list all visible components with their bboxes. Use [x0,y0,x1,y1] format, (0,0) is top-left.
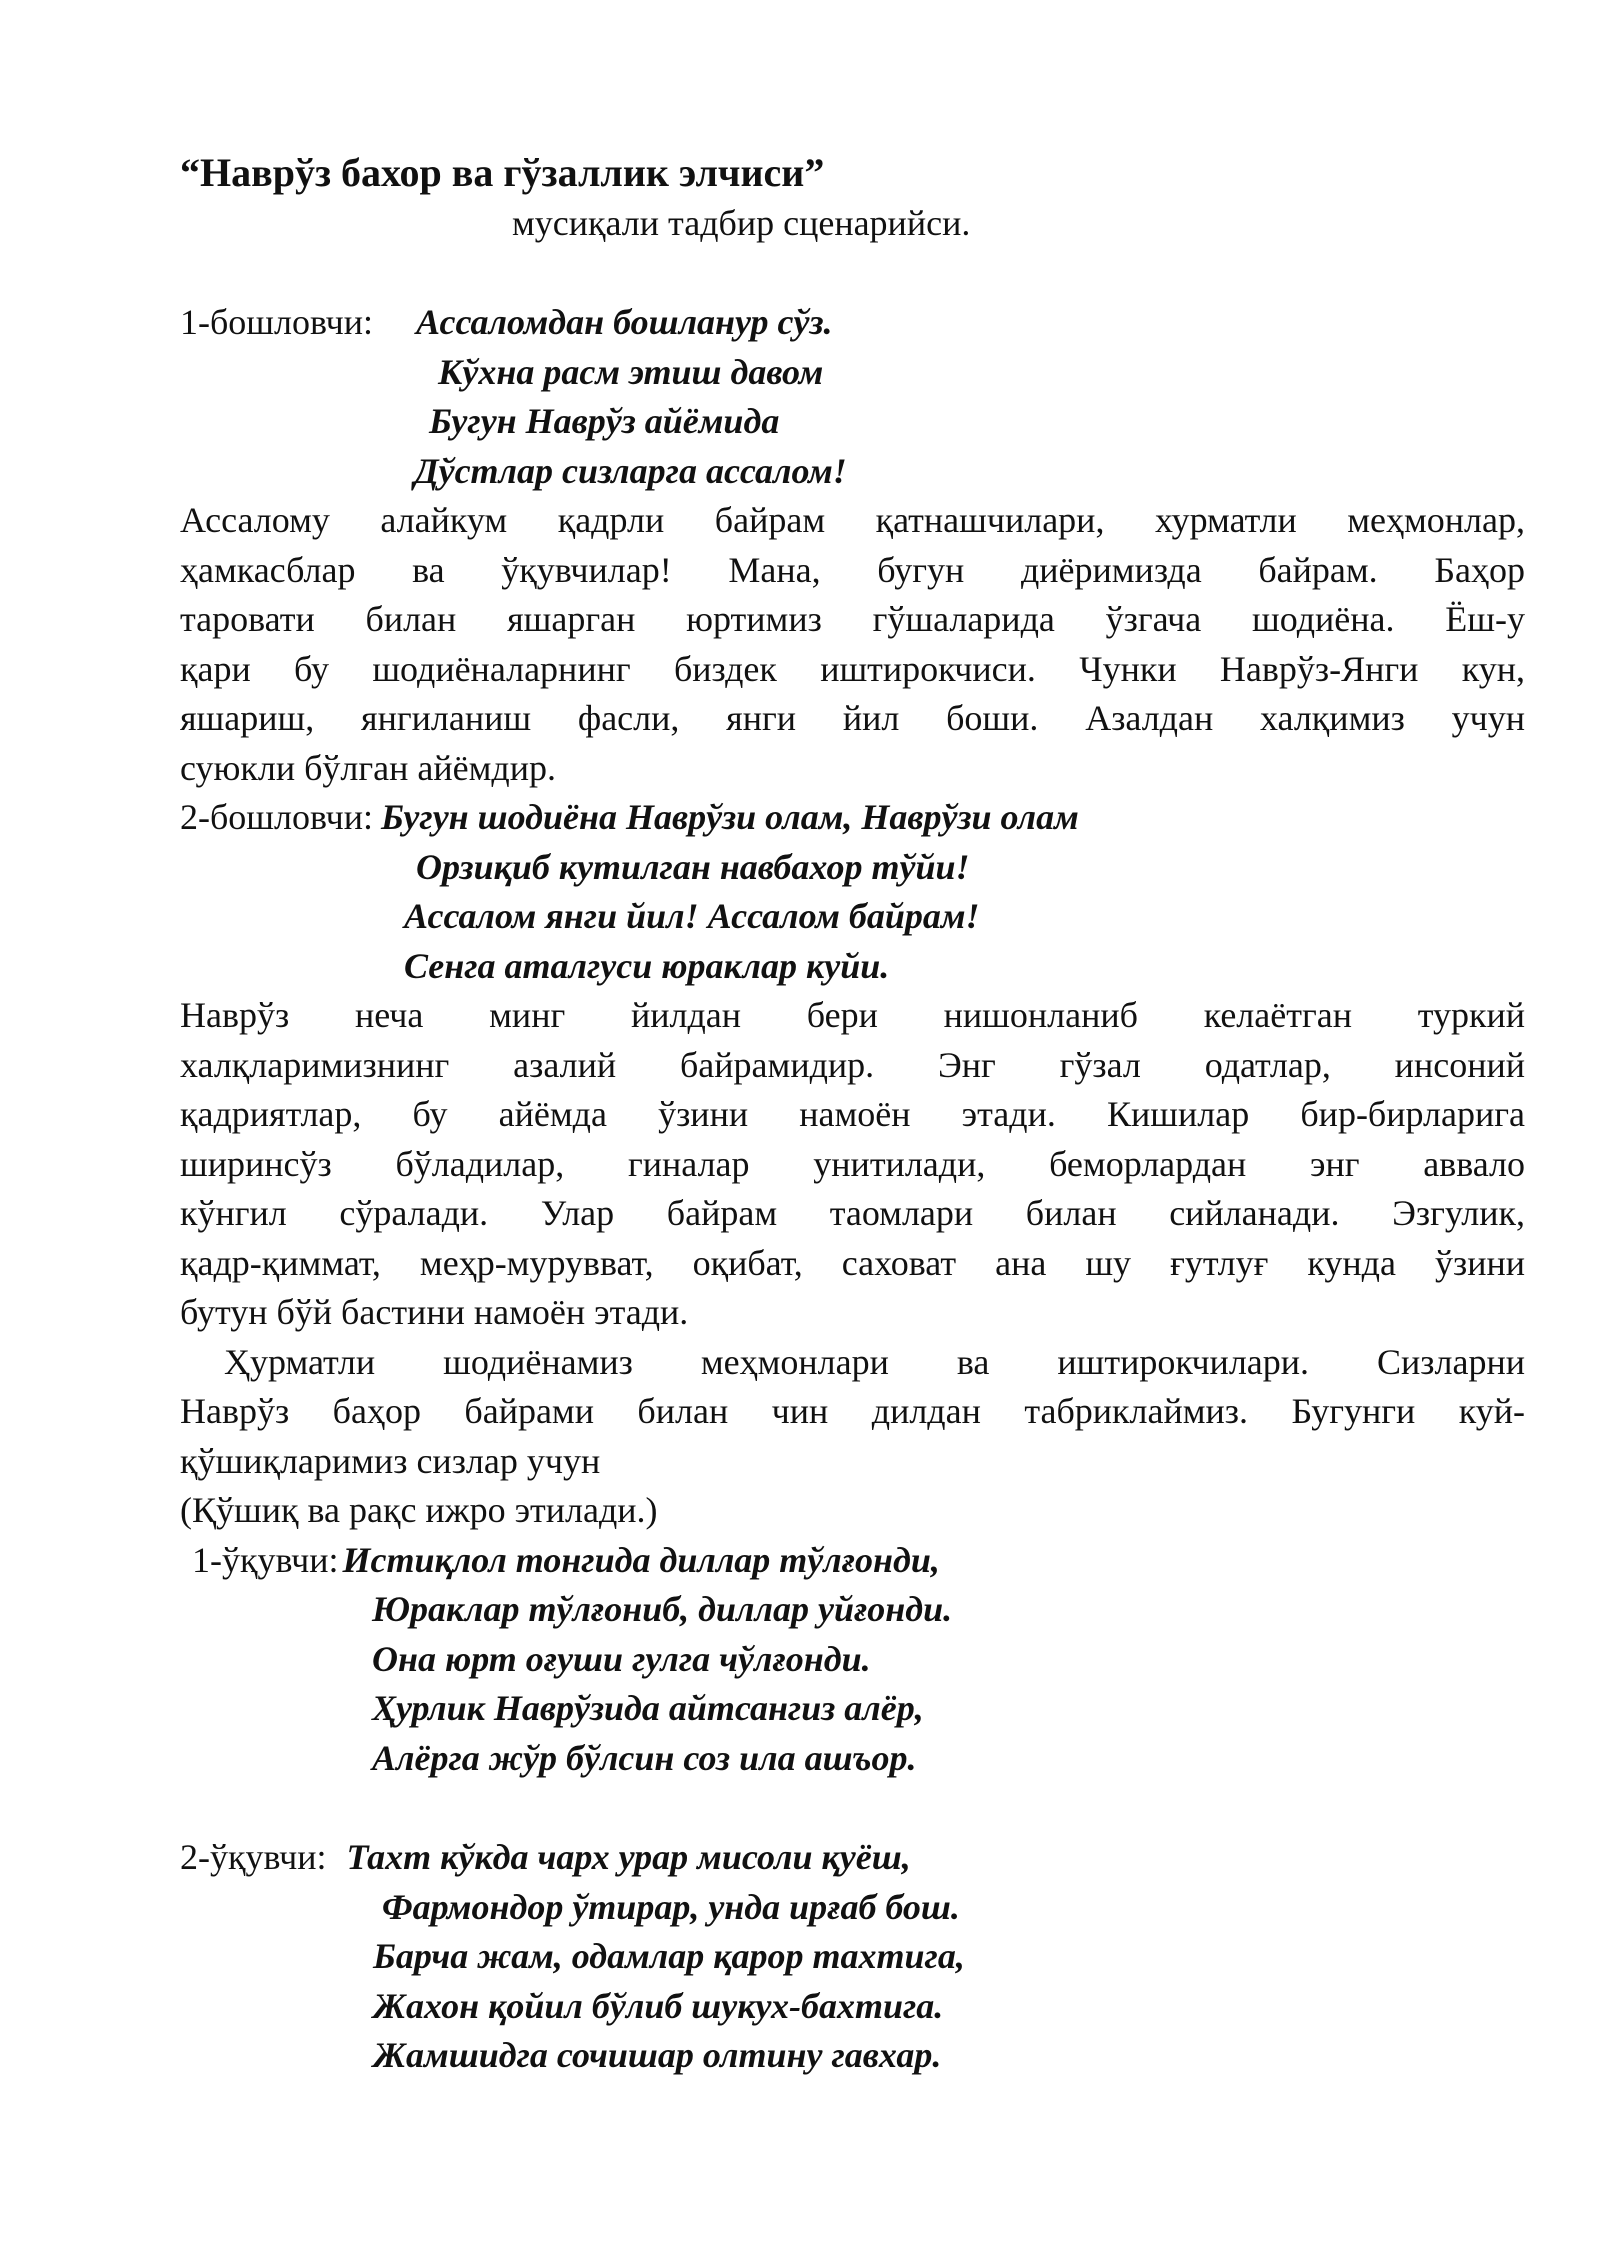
paragraph-navruz [180,991,1525,1338]
paragraph-line: қўшиқларимиз сизлар учун [180,1440,601,1481]
verse-text: Истиқлол тонгида диллар тўлғонди, [342,1539,940,1580]
verse-line: Кўхна расм этиш давом [438,351,824,392]
verse-line: Ҳурлик Наврўзида айтсангиз алёр, [372,1688,924,1728]
verse-line: Жамшидга сочишар олтину гавхар. [373,2035,942,2075]
paragraph-line: Ассалому алайкум қадрли байрам қатнашчилари, хурматли меҳмонлар, [180,500,1525,540]
speaker-label: 1-бошловчи: [180,302,373,342]
paragraph-line: кўнгил сўралади. Улар байрам таомлари билан сийланади. Эзгулик, [180,1193,1525,1233]
speaker-label: 2-бошловчи: [180,797,373,837]
verse-line: Сенга аталгуси юраклар куйи. [404,945,890,986]
document-title: “Наврўз бахор ва гўзаллик элчиси” [180,150,825,195]
paragraph-line: қадриятлар, бу айёмда ўзини намоён этади. Кишилар бир-бирларига [180,1094,1525,1134]
paragraph-line: халқларимизнинг азалий байрамидир. Энг гўзал одатлар, инсоний [180,1044,1525,1085]
spacer [180,248,1525,298]
verse-line [180,1536,1525,1586]
verse-line: Ассалом янги йил! Ассалом байрам! [404,896,980,936]
verse-line [180,793,1525,843]
verse-line [180,298,1525,348]
verse-line: Юраклар тўлғониб, диллар уйғонди. [372,1589,953,1629]
paragraph-line: Ҳурматли шодиёнамиз меҳмонлари ва иштирокчилари. Сизларни [224,1341,1525,1382]
presenter-1-verse [180,298,1525,496]
verse-line: Она юрт оғуши гулга чўлғонди. [372,1638,871,1679]
paragraph-line: таровати билан яшарган юртимиз гўшаларида ўзгача шодиёна. Ёш-у [180,599,1525,639]
paragraph-greeting [180,496,1525,793]
verse-line: Бугун Наврўз айёмида [429,401,780,441]
verse-line: Фармондор ўтирар, унда ирғаб бош. [382,1886,960,1927]
paragraph-line: ширинсўз бўладилар, гиналар унитилади, беморлардан энг аввало [180,1143,1525,1184]
verse-text: Бугун шодиёна Наврўзи олам, Наврўзи олам [381,797,1079,837]
spacer [180,1783,1525,1833]
speaker-label: 2-ўқувчи: [180,1837,327,1877]
verse-line: Алёрга жўр бўлсин соз ила ашъор. [372,1737,917,1778]
speaker-label: 1-ўқувчи: [192,1539,339,1580]
document-page [180,148,1525,2081]
presenter-2-verse [180,793,1525,991]
verse-line: Дўстлар сизларга ассалом! [414,450,847,491]
student-1-verse [180,1536,1525,1784]
verse-line: Жахон қойил бўлиб шукух-бахтига. [373,1985,944,2026]
paragraph-line: Наврўз неча минг йилдан бери нишонланиб келаётган туркий [180,995,1525,1035]
student-2-verse [180,1833,1525,2081]
verse-line [180,1833,1525,1883]
document-subtitle: мусиқали тадбир сценарийси. [512,203,971,243]
paragraph-line: қадр-қиммат, меҳр-мурувват, оқибат, саховат ана шу ғутлуғ кунда ўзини [180,1242,1525,1283]
verse-line: Орзиқиб кутилган навбахор тўйи! [416,846,970,887]
paragraph-line: Наврўз баҳор байрами билан чин дилдан табриклаймиз. Бугунги куй- [180,1391,1525,1431]
stage-note: (Қўшиқ ва рақс ижро этилади.) [180,1490,658,1530]
verse-text: Тахт кўкда чарх урар мисоли қуёш, [346,1837,911,1877]
paragraph-line: ҳамкасблар ва ўқувчилар! Мана, бугун диёримизда байрам. Баҳор [180,549,1525,590]
paragraph-line: қари бу шодиёналарнинг биздек иштирокчиси. Чунки Наврўз-Янги кун, [180,648,1525,689]
verse-line: Барча жам, одамлар қарор тахтига, [373,1936,965,1976]
paragraph-congratulation [180,1338,1525,1487]
paragraph-line: бутун бўй бастини намоён этади. [180,1292,689,1332]
paragraph-line: суюкли бўлган айёмдир. [180,747,556,788]
verse-text: Ассаломдан бошланур сўз. [416,302,833,342]
paragraph-line: яшариш, янгиланиш фасли, янги йил боши. Азалдан халқимиз учун [180,698,1525,738]
